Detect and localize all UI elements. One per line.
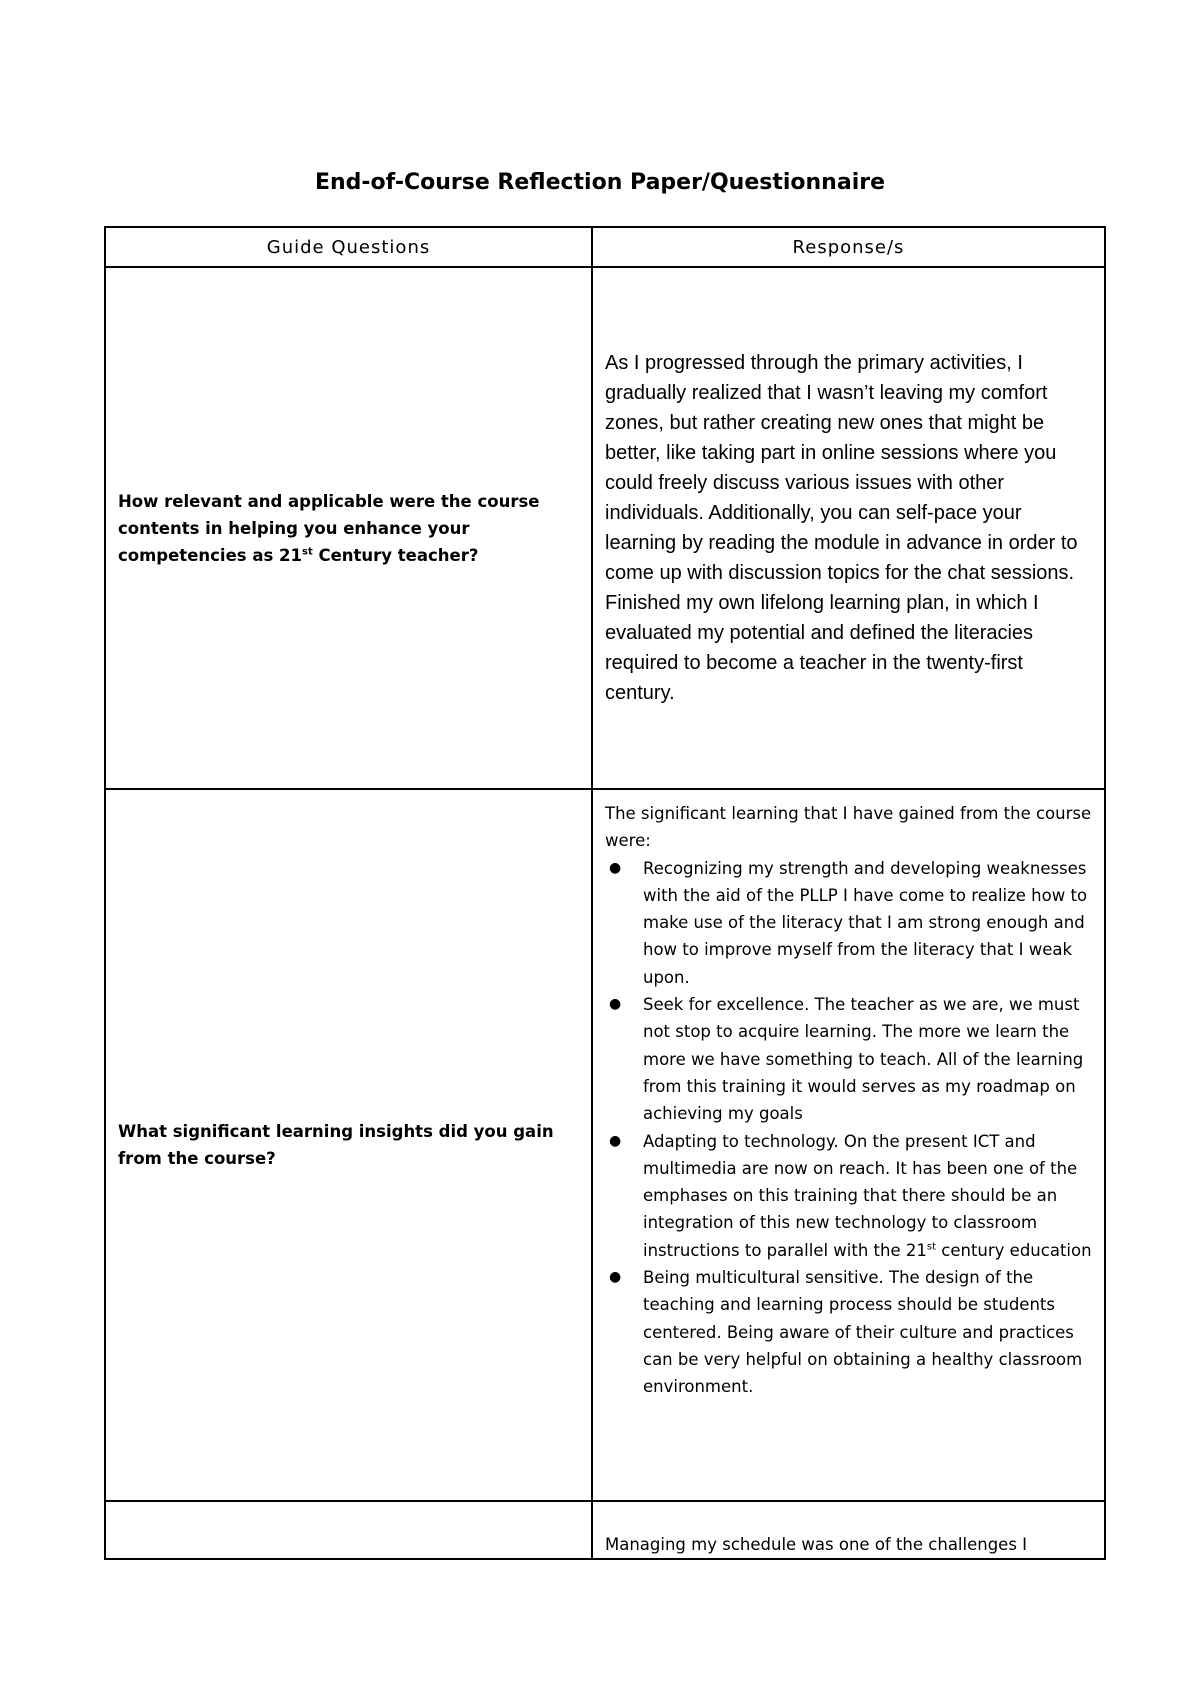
bullet-icon: ● bbox=[609, 996, 622, 1013]
response-cell bbox=[592, 789, 1105, 1501]
list-item bbox=[605, 855, 1092, 991]
table-row bbox=[105, 1501, 1105, 1559]
list-item-text: Recognizing my strength and developing weaknesses with the aid of the PLLP I have come to realize how to make use of the literacy that I am strong enough and how to improve myself from the literacy that I weak upon. bbox=[643, 858, 1088, 987]
question-cell bbox=[105, 267, 592, 789]
list-item bbox=[605, 1128, 1092, 1264]
page-title: End-of-Course Reflection Paper/Questionnaire bbox=[314, 170, 886, 195]
superscript: st bbox=[302, 546, 313, 557]
question-cell bbox=[105, 789, 592, 1501]
list-item-text: Adapting to technology. On the present ICT and multimedia are now on reach. It has been one of the emphases on this training that there should be an integration of this new technology to classroom instructions to parallel with the 21 bbox=[643, 1131, 1078, 1260]
table-row bbox=[105, 789, 1105, 1501]
response-text: As I progressed through the primary activities, I gradually realized that I wasn’t leaving my comfort zones, but rather creating new ones that might be better, like taking part in online sessions where you could freely discuss various issues with other individuals. Additionally, you can self-pace your learning by reading the module in advance in order to come up with discussion topics for the chat sessions. Finished my own lifelong learning plan, in which I evaluated my potential and defined the literacies required to become a teacher in the twenty-first century. bbox=[605, 352, 1078, 704]
question-cell bbox=[105, 1501, 592, 1559]
insight-list bbox=[605, 855, 1092, 1401]
header-guide-questions: Guide Questions bbox=[105, 227, 592, 267]
question-text: How relevant and applicable were the course contents in helping you enhance your competencies as 21 bbox=[118, 491, 540, 565]
response-text: Managing my schedule was one of the challenges I bbox=[605, 1535, 1028, 1554]
question-text-tail: Century teacher? bbox=[312, 545, 479, 565]
questionnaire-table bbox=[104, 226, 1106, 1560]
table-header-row bbox=[105, 227, 1105, 267]
header-responses: Response/s bbox=[592, 227, 1105, 267]
response-cell bbox=[592, 267, 1105, 789]
question-text: What significant learning insights did you gain from the course? bbox=[118, 1122, 554, 1168]
table-row bbox=[105, 267, 1105, 789]
list-item bbox=[605, 1264, 1092, 1400]
bullet-icon: ● bbox=[609, 1132, 622, 1149]
superscript: st bbox=[926, 1241, 937, 1253]
list-item bbox=[605, 991, 1092, 1127]
list-item-text-tail: century education bbox=[936, 1240, 1092, 1260]
list-item-text: Being multicultural sensitive. The design of the teaching and learning process should be students centered. Being aware of their culture and practices can be very helpful on obtaining a healthy classroom environment. bbox=[643, 1268, 1083, 1397]
response-intro: The significant learning that I have gained from the course were: bbox=[605, 804, 1092, 851]
list-item-text: Seek for excellence. The teacher as we are, we must not stop to acquire learning. The more we learn the more we have something to teach. All of the learning from this training it would serves as my roadmap on achieving my goals bbox=[643, 995, 1084, 1124]
response-cell bbox=[592, 1501, 1105, 1559]
bullet-icon: ● bbox=[609, 1269, 622, 1286]
bullet-icon: ● bbox=[609, 859, 622, 876]
